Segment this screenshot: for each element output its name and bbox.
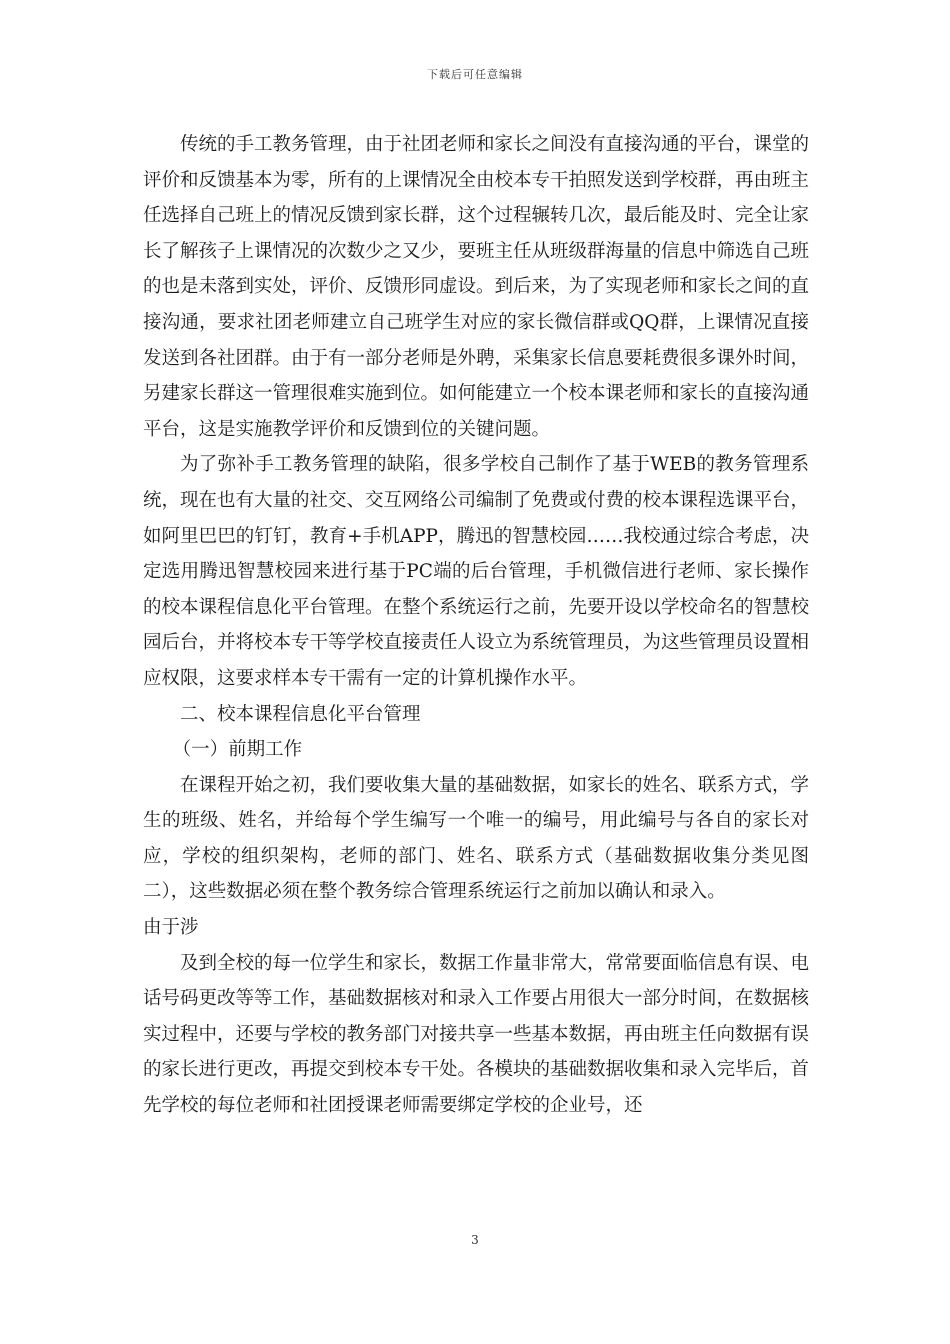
page-number: 3 <box>471 1233 479 1247</box>
paragraph-fragment: 由于涉 <box>143 917 199 939</box>
document-body <box>143 127 809 1124</box>
paragraph-data-verification: 及到全校的每一位学生和家长，数据工作量非常大，常常要面临信息有误、电话号码更改等等工作，基础数据核对和录入工作要占用很大一部分时间，在数据核实过程中，还要与学校的教务部门对接共享一些基本数据，再由班主任向数据有误的家长进行更改，再提交到校本专干处。各模块的基础数据收集和录入完毕后，首先学校的每位老师和社团授课老师需要绑定学校的企业号，还 <box>143 952 810 1117</box>
paragraph-platform-choice: 为了弥补手工教务管理的缺陷，很多学校自己制作了基于WEB的教务管理系统，现在也有大量的社交、交互网络公司编制了免费或付费的校本课程选课平台，如阿里巴巴的钉钉，教育+手机APP，腾迅的智慧校园……我校通过综合考虑，决定选用腾迅智慧校园来进行基于PC端的后台管理，手机微信进行老师、家长操作的校本课程信息化平台管理。在整个系统运行之前，先要开设以学校命名的智慧校园后台，并将校本专干等学校直接责任人设立为系统管理员，为这些管理员设置相应权限，这要求样本专干需有一定的计算机操作水平。 <box>143 454 810 689</box>
paragraph-data-collection: 在课程开始之初，我们要收集大量的基础数据，如家长的姓名、联系方式，学生的班级、姓名，并给每个学生编写一个唯一的编号，用此编号与各自的家长对应，学校的组织架构，老师的部门、姓名、联系方式（基础数据收集分类见图二），这些数据必须在整个教务综合管理系统运行之前加以确认和录入。 <box>143 774 810 903</box>
paragraph-manual-management: 传统的手工教务管理，由于社团老师和家长之间没有直接沟通的平台，课堂的评价和反馈基本为零，所有的上课情况全由校本专干拍照发送到学校群，再由班主任选择自己班上的情况反馈到家长群，这个过程辗转几次，最后能及时、完全让家长了解孩子上课情况的次数少之又少，要班主任从班级群海量的信息中筛选自己班的也是未落到实处，评价、反馈形同虚设。到后来，为了实现老师和家长之间的直接沟通，要求社团老师建立自己班学生对应的家长微信群或QQ群，上课情况直接发送到各社团群。由于有一部分老师是外聘，采集家长信息要耗费很多课外时间，另建家长群这一管理很难实施到位。如何能建立一个校本课老师和家长的直接沟通平台，这是实施教学评价和反馈到位的关键问题。 <box>143 134 810 440</box>
subsection-heading-1: （一）前期工作 <box>172 739 303 761</box>
section-heading-2: 二、校本课程信息化平台管理 <box>180 703 421 725</box>
page-header: 下载后可任意编辑 <box>427 68 523 81</box>
